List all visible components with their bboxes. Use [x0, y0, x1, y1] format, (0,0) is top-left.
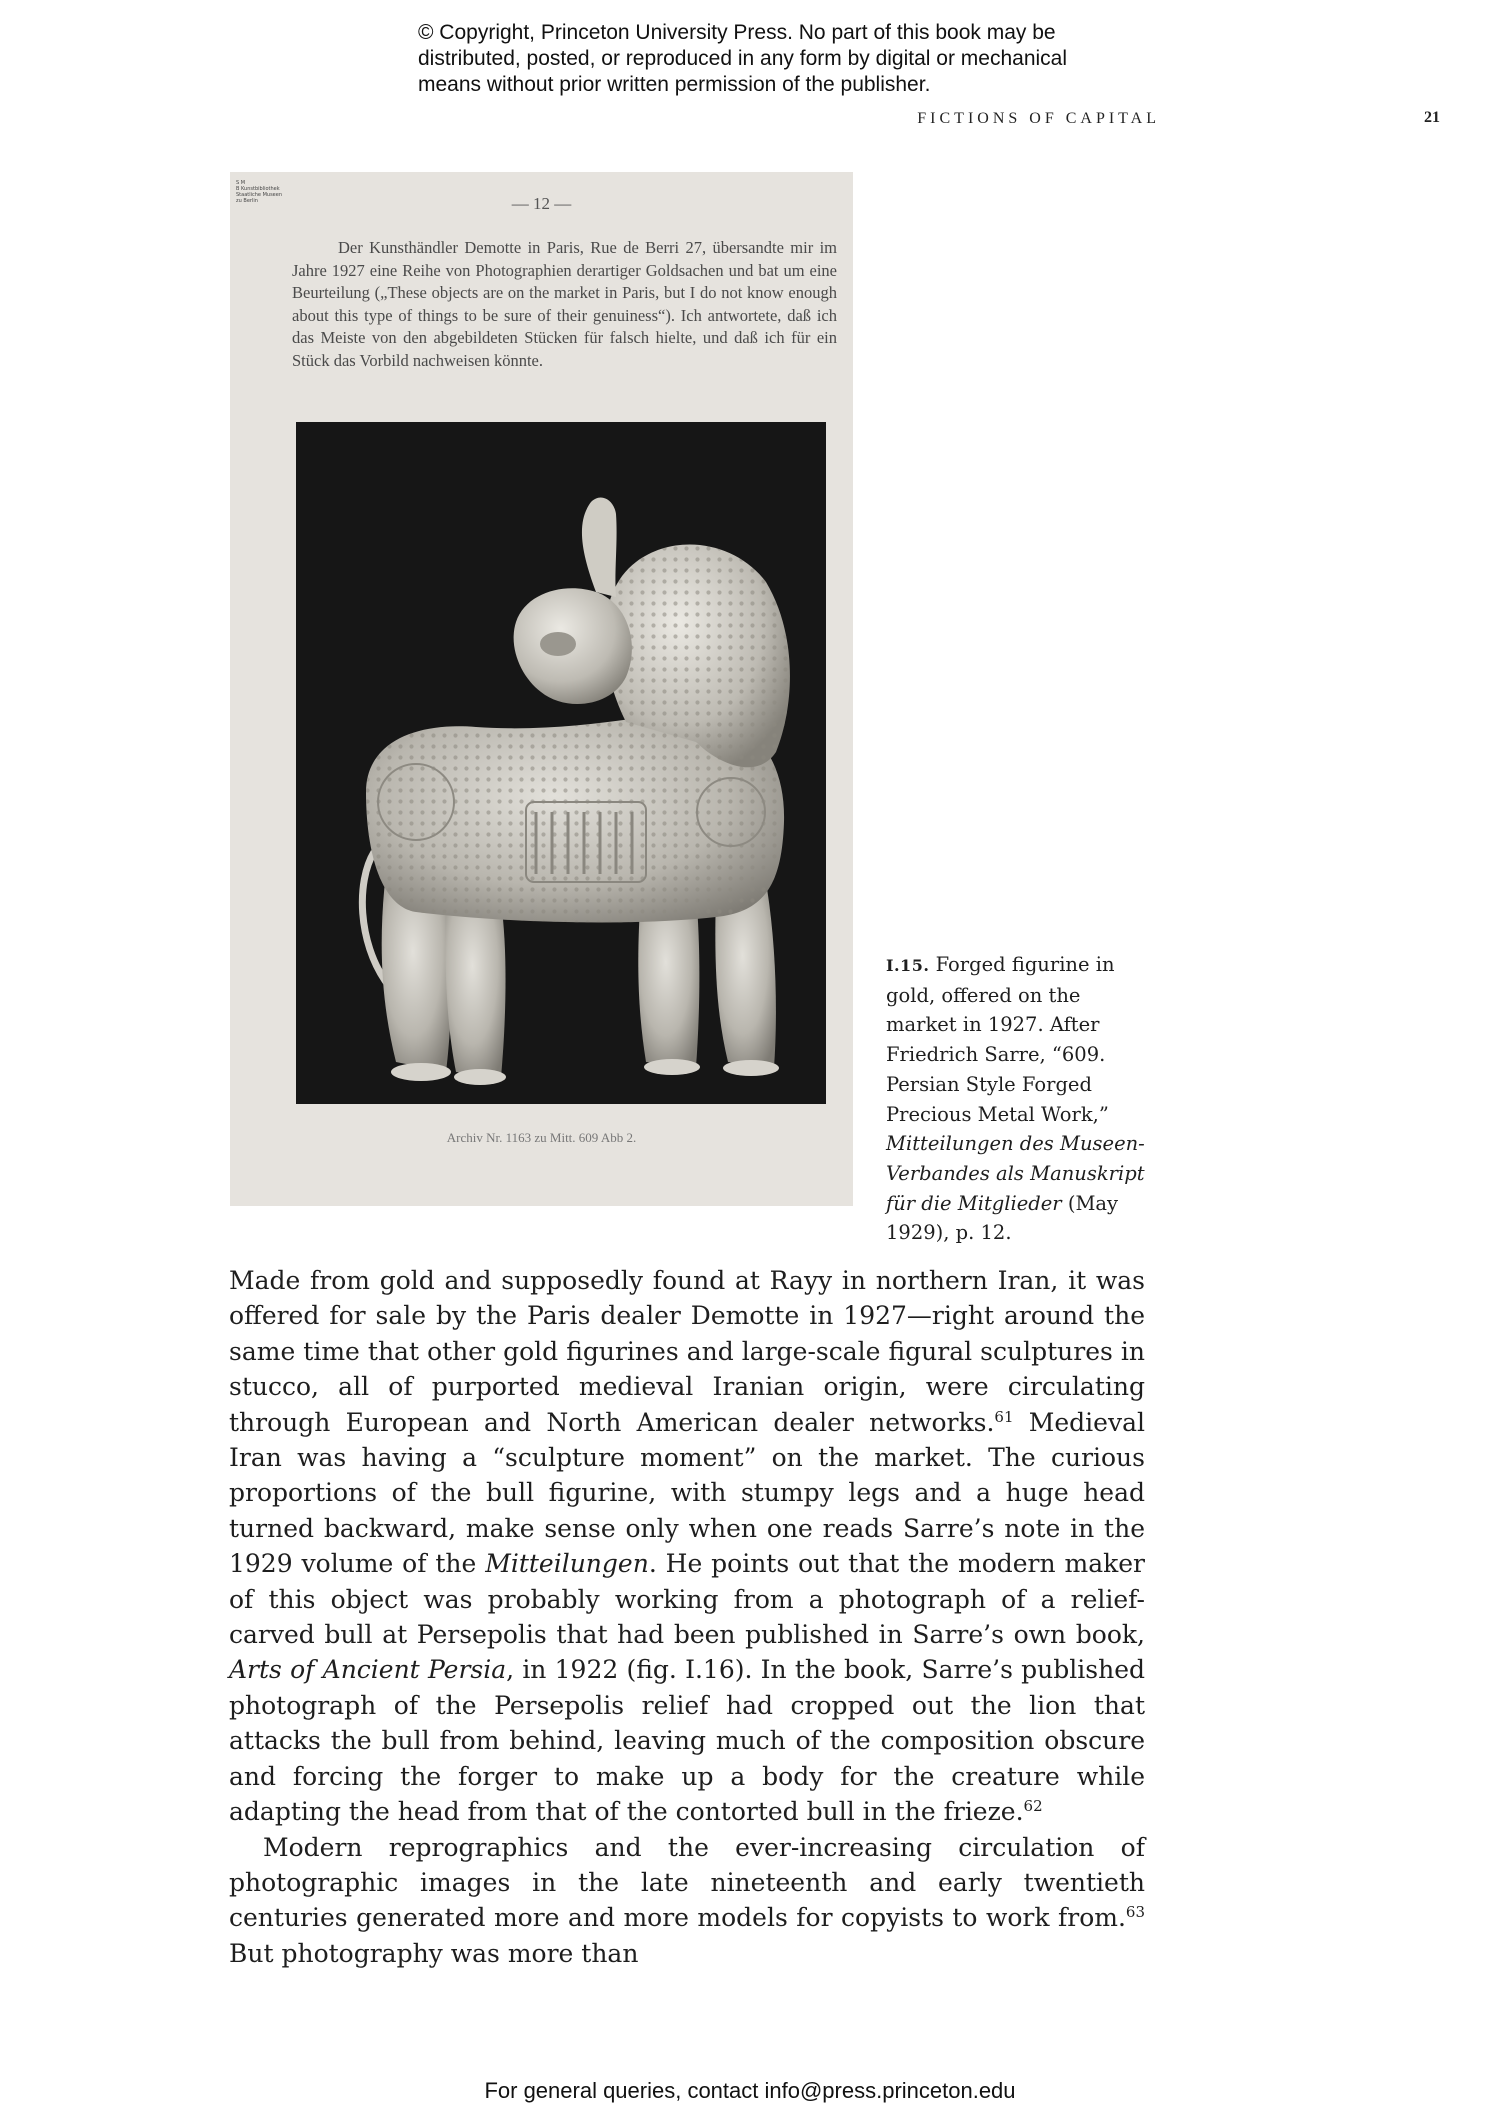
- hoof: [723, 1060, 779, 1076]
- italic-title: Mitteilungen: [485, 1549, 649, 1579]
- bull-figurine-image: [296, 422, 826, 1104]
- body-text: [229, 1263, 1145, 1971]
- text-run: But photography was more than: [229, 1938, 639, 1968]
- figure-plate: [230, 172, 853, 1206]
- figure-caption: [886, 950, 1156, 1248]
- footnote-ref[interactable]: 61: [994, 1407, 1014, 1426]
- footnote-ref[interactable]: 62: [1023, 1797, 1043, 1816]
- copyright-line: means without prior written permission of the publisher.: [418, 73, 931, 96]
- paragraph: [229, 1830, 1145, 1972]
- page-number: 21: [1424, 109, 1440, 126]
- footer-contact: For general queries, contact info@press.princeton.edu: [484, 2078, 1016, 2103]
- stamp-line: B Kunstbibliothek: [236, 186, 280, 192]
- caption-journal-title: Mitteilungen des Museen-Verbandes als Manuskript für die Mitglieder: [886, 1132, 1145, 1215]
- stamp-line: S M: [236, 180, 246, 186]
- archive-caption: Archiv Nr. 1163 zu Mitt. 609 Abb 2.: [446, 1130, 637, 1145]
- plate-german-text: Der Kunsthändler Demotte in Paris, Rue de Berri 27, übersandte mir im Jahre 1927 eine Reihe von Photographien derartiger Goldsachen und bat um eine Beurteilung („These objects are on the market in Paris, but I do not know enough about this type of things to be sure of their genuiness“). Ich antwortete, daß ich das Meiste von den abgebildeten Stücken für falsch hielte, und daß ich für ein Stück das Vorbild nachweisen könnte.: [292, 238, 837, 370]
- hoof: [454, 1069, 506, 1085]
- stamp-line: Staatliche Museen: [236, 192, 282, 198]
- caption-text: Forged figurine in gold, offered on the market in 1927. After Friedrich Sarre, “609. Persian Style Forged Precious Metal Work,”: [886, 953, 1115, 1126]
- running-head: FICTIONS OF CAPITAL: [917, 110, 1160, 127]
- copyright-line: distributed, posted, or reproduced in any form by digital or mechanical: [418, 47, 1068, 70]
- hoof: [391, 1063, 451, 1081]
- hoof: [644, 1059, 700, 1075]
- copyright-notice: [418, 20, 1118, 98]
- text-run: Medieval Iran was having a “sculpture moment” on the market. The curious proportions of the bull figurine, with stumpy legs and a huge head turned backward, make sense only when one reads Sarre’s note in the 1929 volume of the: [229, 1407, 1145, 1579]
- caption-text: (May 1929), p. 12.: [886, 1191, 1119, 1245]
- bull-figurine-photo: [296, 422, 826, 1104]
- plate-page-label: — 12 —: [511, 194, 572, 213]
- italic-title: Arts of Ancient Persia: [229, 1655, 507, 1685]
- text-run: Modern reprographics and the ever-increasing circulation of photographic images in the late nineteenth and early twentieth centuries generated more and more models for copyists to work from.: [229, 1832, 1145, 1933]
- figure-label: I.15.: [886, 956, 930, 975]
- text-run: , in 1922 (fig. I.16). In the book, Sarre’s published photograph of the Persepolis relief had cropped out the lion that attacks the bull from behind, leaving much of the composition obscure and forcing the forger to make up a body for the creature while adapting the head from that of the contorted bull in the frieze.: [229, 1655, 1146, 1827]
- text-run: Made from gold and supposedly found at Rayy in northern Iran, it was offered for sale by the Paris dealer Demotte in 1927—right around the same time that other gold figurines and large-scale figural sculptures in stucco, all of purported medieval Iranian origin, were circulating through European and North American dealer networks.: [229, 1266, 1145, 1437]
- paragraph: [229, 1263, 1145, 1830]
- stamp-line: zu Berlin: [236, 198, 258, 204]
- hind-leg: [445, 892, 505, 1077]
- footnote-ref[interactable]: 63: [1125, 1903, 1145, 1922]
- eye: [540, 632, 576, 656]
- copyright-line: © Copyright, Princeton University Press. No part of this book may be: [418, 21, 1056, 44]
- text-run: . He points out that the modern maker of this object was probably working from a photograph of a relief-carved bull at Persepolis that had been published in Sarre’s own book,: [229, 1549, 1145, 1650]
- horn: [582, 498, 617, 597]
